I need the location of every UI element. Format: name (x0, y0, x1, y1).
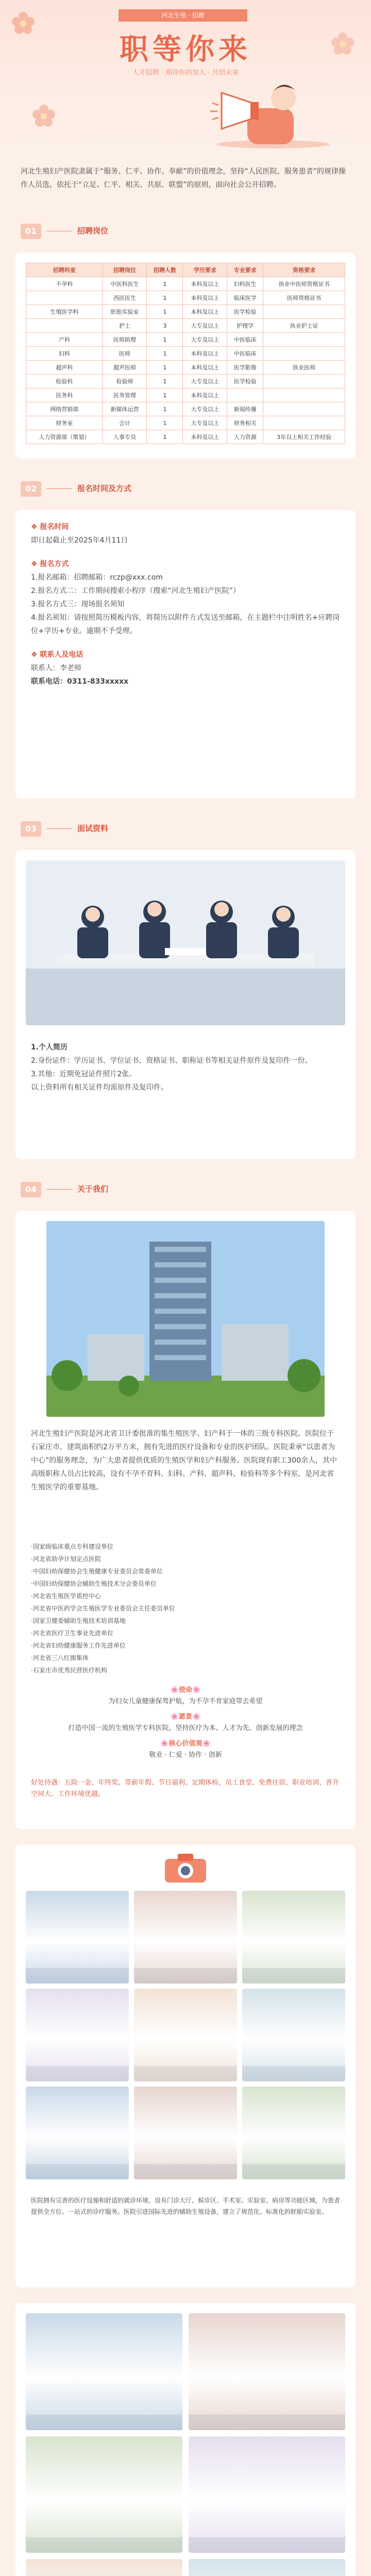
table-row (26, 305, 345, 319)
section-header-materials (15, 814, 356, 845)
values-title: 🌸核心价值观🌸 (160, 1740, 211, 1748)
gallery-photo (26, 2436, 182, 2553)
materials-line: 3.其他：近期免冠证件照片2张。 (31, 1070, 137, 1078)
table-cell: 新媒体运营 (103, 402, 147, 416)
time-title: ❖ 报名时间 (31, 523, 69, 531)
gallery-panel (15, 1844, 356, 2287)
contact-title: ❖ 联系人及电话 (31, 651, 83, 659)
table-cell: 检验师 (103, 375, 147, 388)
table-cell: 检验科 (26, 375, 103, 388)
honor-item: ·中国妇幼保健协会辅助生殖技术分会委员单位 (31, 1580, 157, 1587)
table-cell: 1 (147, 291, 183, 305)
table-cell: 护理学 (227, 319, 263, 333)
honor-item: ·国家卫健委辅助生殖技术培训基地 (31, 1617, 126, 1624)
table-cell: 中医临床 (227, 333, 263, 347)
table-cell: 产科 (26, 333, 103, 347)
table-row (26, 430, 345, 444)
gallery-photo (26, 1989, 129, 2081)
table-row (26, 319, 345, 333)
table-cell: 大专及以上 (183, 319, 227, 333)
time-text: 即日起截止至2025年4月11日 (31, 536, 128, 545)
table-cell: 生殖医学科 (26, 305, 103, 319)
hospital-building-photo (46, 1221, 325, 1417)
section-number: 02 (21, 481, 41, 497)
table-cell: 1 (147, 305, 183, 319)
hero-banner (0, 0, 371, 155)
gallery-photo (242, 1989, 345, 2081)
table-cell: 医务科 (26, 388, 103, 402)
positions-table (26, 263, 345, 444)
table-cell (263, 333, 345, 347)
gallery-photo (189, 2313, 345, 2430)
honors-list (31, 1540, 340, 1676)
table-cell: 胚胎实验室 (103, 305, 147, 319)
about-paragraph: 河北生殖妇产医院是河北省卫计委批准的集生殖医学、妇产科于一体的三级专科医院。医院位于石家庄市，建筑面积约2万平方米，拥有先进的医疗设备和专业的医护团队。医院秉承“以患者为中心”的服务理念，为广大患者提供优质的生殖医学和妇产科服务。医院现有职工300余人，其中高级职称人员占比较高，设有不孕不育科、妇科、产科、超声科、检验科等多个科室，是河北省生殖医学的重要基地。 (31, 1430, 337, 1492)
table-cell (263, 305, 345, 319)
section-title: 关于我们 (77, 1184, 109, 1194)
table-cell: 超声科 (26, 361, 103, 375)
gallery-photo (134, 1989, 237, 2081)
megaphone-person-illustration (206, 72, 335, 149)
gallery-photo (26, 2559, 182, 2576)
contact-name: 联系人：李老师 (31, 664, 81, 672)
photo-grid (26, 1891, 345, 2179)
facility-photo-grid (26, 2313, 345, 2576)
table-cell (227, 388, 263, 402)
table-cell (263, 388, 345, 402)
table-row (26, 291, 345, 305)
table-cell: 医师 (103, 347, 147, 361)
table-cell: 医务管理 (103, 388, 147, 402)
section-number: 04 (21, 1182, 41, 1197)
divider (46, 488, 72, 489)
table-cell (263, 375, 345, 388)
flower-icon (330, 31, 356, 57)
col-header: 招聘岗位 (103, 263, 147, 277)
table-row (26, 277, 345, 291)
col-header: 学历要求 (183, 263, 227, 277)
table-cell: 医学影像 (227, 361, 263, 375)
interview-illustration (26, 860, 345, 1025)
table-cell: 1 (147, 361, 183, 375)
intro-paragraph: 河北生殖妇产医院隶属于“服务、仁平、协作、奉献”的价值理念，坚持“人民医院、服务患者”的规律操作人员选，依托于“立足、仁平、相关、共原、联盟”的原则，面向社会公开招聘。 (21, 167, 346, 189)
vision-title: 🌸愿景🌸 (170, 1713, 201, 1721)
honor-item: ·河北省三八红旗集体 (31, 1654, 89, 1662)
table-row (26, 375, 345, 388)
divider (46, 1189, 72, 1190)
table-cell: 大专及以上 (183, 333, 227, 347)
table-cell (263, 416, 345, 430)
contact-phone: 联系电话：0311-833xxxxx (31, 677, 129, 686)
honor-item: ·河北省生殖医学质控中心 (31, 1592, 101, 1600)
table-cell: 妇科 (26, 347, 103, 361)
table-cell: 1 (147, 388, 183, 402)
hero-subtitle: 人才招聘 · 期待你的加入 · 共创未来 (132, 69, 239, 77)
positions-panel (15, 252, 356, 459)
table-cell: 不孕科 (26, 277, 103, 291)
method-line: 3.报名方式三：现场报名须知 (31, 600, 125, 608)
honor-item: ·中国妇幼保健协会生殖健康专业委员会常委单位 (31, 1568, 163, 1575)
table-row (26, 361, 345, 375)
table-cell: 医师助理 (103, 333, 147, 347)
table-cell: 中医临床 (227, 347, 263, 361)
section-title: 报名时间及方式 (77, 484, 132, 493)
section-header-positions (15, 216, 356, 247)
table-cell: 1 (147, 277, 183, 291)
table-row (26, 347, 345, 361)
gallery-photo (242, 1891, 345, 1984)
gallery-photo (134, 2087, 237, 2179)
table-cell: 医学检验 (227, 375, 263, 388)
col-header: 专业要求 (227, 263, 263, 277)
benefits-text: 好处待遇：五险一金、年终奖、带薪年假、节日福利、定期体检、员工食堂、免费住宿、职业培训、晋升空间大、工作环境优越。 (31, 1779, 340, 1798)
materials-subtitle: 1.个人简历 (31, 1043, 68, 1052)
materials-line: 以上资料所有相关证件均需原件及复印件。 (31, 1083, 168, 1092)
table-cell: 财务相关 (227, 416, 263, 430)
mission-title: 🌸使命🌸 (170, 1686, 201, 1694)
gallery-photo (26, 2313, 182, 2430)
table-cell: 财务室 (26, 416, 103, 430)
table-cell: 3年以上相关工作经验 (263, 430, 345, 444)
table-cell: 1 (147, 347, 183, 361)
col-header: 资格要求 (263, 263, 345, 277)
table-cell: 本科及以上 (183, 388, 227, 402)
environment-text: 医院拥有完善的医疗设施和舒适的就诊环境，设有门诊大厅、候诊区、手术室、实验室、病房等功能区域，为患者提供全方位、一站式的诊疗服务。医院引进国际先进的辅助生殖设备，建立了规范化、标准化的胚胎实验室。 (31, 2197, 341, 2215)
hero-title: 职等你来 (120, 32, 251, 66)
positions-table-body (26, 277, 345, 444)
mission-text: 为妇女儿童健康保驾护航，为不孕不育家庭带去希望 (108, 1698, 263, 1705)
honor-item: ·国家级临床重点专科建设单位 (31, 1543, 113, 1550)
table-cell: 新闻传播 (227, 402, 263, 416)
section-header-about (15, 1175, 356, 1206)
table-cell: 西医医生 (103, 291, 147, 305)
table-cell: 1 (147, 375, 183, 388)
table-cell: 1 (147, 402, 183, 416)
about-panel (15, 1211, 356, 1829)
gallery-photo (189, 2559, 345, 2576)
table-cell: 护士 (103, 319, 147, 333)
honor-item: ·河北省助孕计划定点医院 (31, 1555, 101, 1563)
table-cell: 医师资格证书 (263, 291, 345, 305)
table-cell: 本科及以上 (183, 277, 227, 291)
camera-icon (160, 1850, 211, 1886)
table-cell: 1 (147, 333, 183, 347)
table-cell: 执业中医师资格证书 (263, 277, 345, 291)
table-cell: 临床医学 (227, 291, 263, 305)
table-row (26, 333, 345, 347)
section-header-registration (15, 474, 356, 505)
table-cell: 本科及以上 (183, 305, 227, 319)
table-cell: 本科及以上 (183, 430, 227, 444)
table-cell: 本科及以上 (183, 347, 227, 361)
table-cell (26, 319, 103, 333)
honor-item: ·河北省中医药学会生殖医学专业委员会主任委员单位 (31, 1605, 175, 1612)
honor-item: ·河北省医疗卫生事业先进单位 (31, 1630, 113, 1637)
table-cell: 大专及以上 (183, 402, 227, 416)
table-cell: 中医科医生 (103, 277, 147, 291)
table-cell: 大专及以上 (183, 375, 227, 388)
gallery-photo (189, 2436, 345, 2553)
gallery-photo (242, 2087, 345, 2179)
registration-panel (15, 510, 356, 799)
table-cell: 本科及以上 (183, 361, 227, 375)
honor-item: ·河北省妇幼健康服务工作先进单位 (31, 1642, 126, 1649)
table-cell: 网络营销部 (26, 402, 103, 416)
table-row (26, 402, 345, 416)
table-cell: 人力资源 (227, 430, 263, 444)
flower-icon (10, 10, 36, 36)
vision-text: 打造中国一流的生殖医学专科医院，坚持医疗为本、人才为先、创新发展的理念 (68, 1724, 303, 1732)
gallery-photo (134, 1891, 237, 1984)
table-cell: 妇科医生 (227, 277, 263, 291)
table-cell (26, 291, 103, 305)
section-number: 01 (21, 224, 41, 239)
facilities-panel (15, 2303, 356, 2576)
table-cell: 本科及以上 (183, 291, 227, 305)
table-cell: 1 (147, 416, 183, 430)
table-cell: 大专及以上 (183, 416, 227, 430)
honor-item: ·石家庄市优秀民营医疗机构 (31, 1667, 107, 1674)
table-cell (263, 402, 345, 416)
flower-icon (31, 103, 57, 129)
table-header-row (26, 263, 345, 277)
gallery-photo (26, 2087, 129, 2179)
table-row (26, 388, 345, 402)
table-cell: 人力资源部（策划） (26, 430, 103, 444)
materials-panel (15, 850, 356, 1159)
col-header: 招聘人数 (147, 263, 183, 277)
section-title: 招聘岗位 (77, 226, 109, 235)
section-number: 03 (21, 821, 41, 837)
gallery-photo (26, 1891, 129, 1984)
col-header: 招聘科室 (26, 263, 103, 277)
table-cell (263, 347, 345, 361)
method-line: 4.报名须知：请按照简历模板内容，将简历以附件方式发送至邮箱，在主题栏中注明姓名+应聘岗位+学历+专业。逾期不予受理。 (31, 614, 340, 635)
table-row (26, 416, 345, 430)
table-cell: 执业护士证 (263, 319, 345, 333)
method-line: 2.报名方式二：工作期间搜索小程序（搜索“河北生殖妇产医院”） (31, 587, 240, 595)
table-cell: 医学检验 (227, 305, 263, 319)
table-cell: 执业医师 (263, 361, 345, 375)
table-cell: 人事专员 (103, 430, 147, 444)
materials-line: 2.身份证件：学历证书、学位证书、资格证书、职称证书等相关证件原件及复印件一份。 (31, 1057, 312, 1065)
divider (46, 828, 72, 829)
hero-ribbon: 河北生殖 · 招聘 (119, 9, 247, 22)
method-title: ❖ 报名方式 (31, 560, 69, 568)
table-cell: 超声医师 (103, 361, 147, 375)
table-cell: 3 (147, 319, 183, 333)
table-cell: 会计 (103, 416, 147, 430)
table-cell: 1 (147, 430, 183, 444)
method-line: 1.报名邮箱：招聘邮箱：rczp@xxx.com (31, 573, 163, 582)
values-text: 敬业 · 仁爱 · 协作 · 创新 (149, 1751, 222, 1759)
section-title: 面试资料 (77, 824, 109, 833)
